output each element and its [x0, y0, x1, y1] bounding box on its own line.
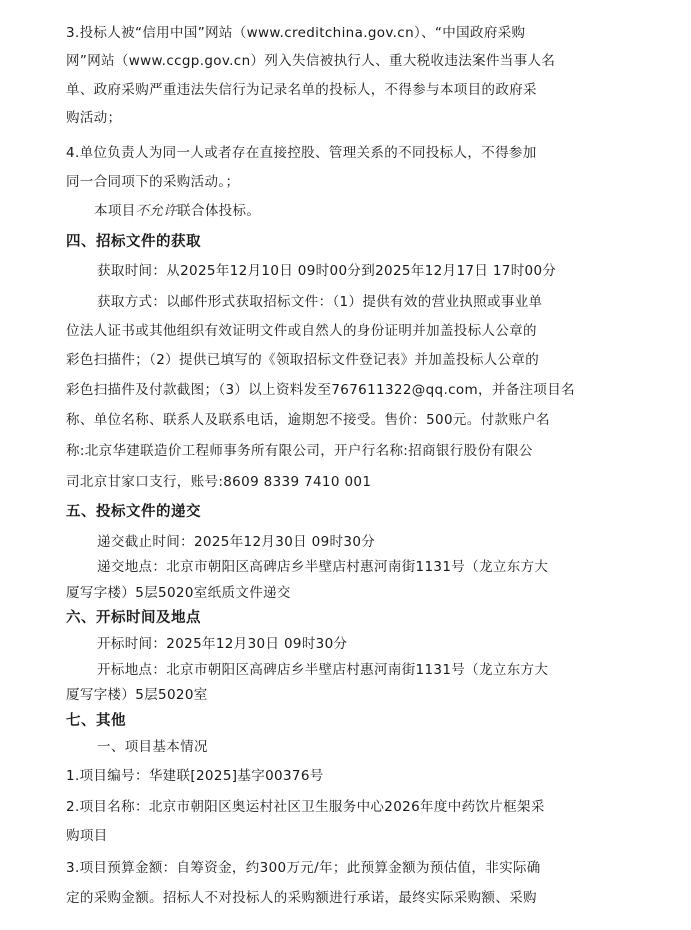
- text-line: 称:北京华建联造价工程师事务所有限公司，开户行名称:招商银行股份有限公: [66, 443, 533, 459]
- consortium-suffix: 联合体投标。: [177, 203, 261, 219]
- text-line: 厦写字楼）5层5020室: [66, 687, 208, 703]
- acquisition-time: 获取时间：从2025年12月10日 09时00分到2025年12月17日 17时00分: [97, 263, 557, 279]
- submission-deadline: 递交截止时间：2025年12月30日 09时30分: [97, 534, 376, 550]
- text-line: 1.项目编号：华建联[2025]基字00376号: [66, 768, 324, 784]
- consortium-prefix: 本项目: [94, 203, 136, 219]
- text-line: 定的采购金额。招标人不对投标人的采购额进行承诺，最终实际采购额、采购: [66, 890, 537, 906]
- text-line: 单、政府采购严重违法失信行为记录名单的投标人，不得参与本项目的政府采: [66, 82, 537, 98]
- text-line: 司北京甘家口支行，账号:8609 8339 7410 001: [66, 474, 372, 490]
- text-line: 彩色扫描件；（2）提供已填写的《领取招标文件登记表》并加盖投标人公章的: [66, 352, 540, 368]
- text-line: 购项目: [66, 828, 108, 844]
- text-line: 4.单位负责人为同一人或者存在直接控股、管理关系的不同投标人，不得参加: [66, 145, 537, 161]
- text-line: 3.投标人被“信用中国”网站（www.creditchina.gov.cn）、“中国政府采购: [66, 25, 526, 41]
- text-line: 开标地点：北京市朝阳区高碑店乡半壁店村惠河南街1131号（龙立东方大: [97, 662, 549, 678]
- text-line: 购活动；: [66, 110, 122, 126]
- section-heading: 七、其他: [66, 713, 126, 729]
- text-line: 称、单位名称、联系人及联系电话，逾期恕不接受。售价：500元。付款账户名: [66, 412, 550, 428]
- text-line: 厦写字楼）5层5020室纸质文件递交: [66, 585, 291, 601]
- text-line: 获取方式：以邮件形式获取招标文件：（1）提供有效的营业执照或事业单: [97, 294, 543, 310]
- section-heading: 六、开标时间及地点: [66, 610, 201, 626]
- text-line: 2.项目名称：北京市朝阳区奥运村社区卫生服务中心2026年度中药饮片框架采: [66, 799, 545, 815]
- consortium-line: [94, 201, 260, 221]
- text-line: 3.项目预算金额：自筹资金，约300万元/年；此预算金额为预估值，非实际确: [66, 860, 541, 876]
- section-heading: 四、招标文件的获取: [66, 234, 201, 250]
- text-line: 彩色扫描件及付款截图；（3）以上资料发至767611322@qq.com，并备注项目名: [66, 382, 575, 398]
- text-line: 位法人证书或其他组织有效证明文件或自然人的身份证明并加盖投标人公章的: [66, 323, 537, 339]
- opening-time: 开标时间：2025年12月30日 09时30分: [97, 636, 348, 652]
- subsection-heading: 一、项目基本情况: [97, 739, 208, 755]
- text-line: 递交地点：北京市朝阳区高碑店乡半壁店村惠河南街1131号（龙立东方大: [97, 559, 549, 575]
- text-line: 网”网站（www.ccgp.gov.cn）列入失信被执行人、重大税收违法案件当事人名: [66, 53, 556, 69]
- consortium-value: 不允许: [135, 203, 178, 219]
- section-heading: 五、投标文件的递交: [66, 504, 201, 520]
- text-line: 同一合同项下的采购活动。；: [66, 174, 240, 190]
